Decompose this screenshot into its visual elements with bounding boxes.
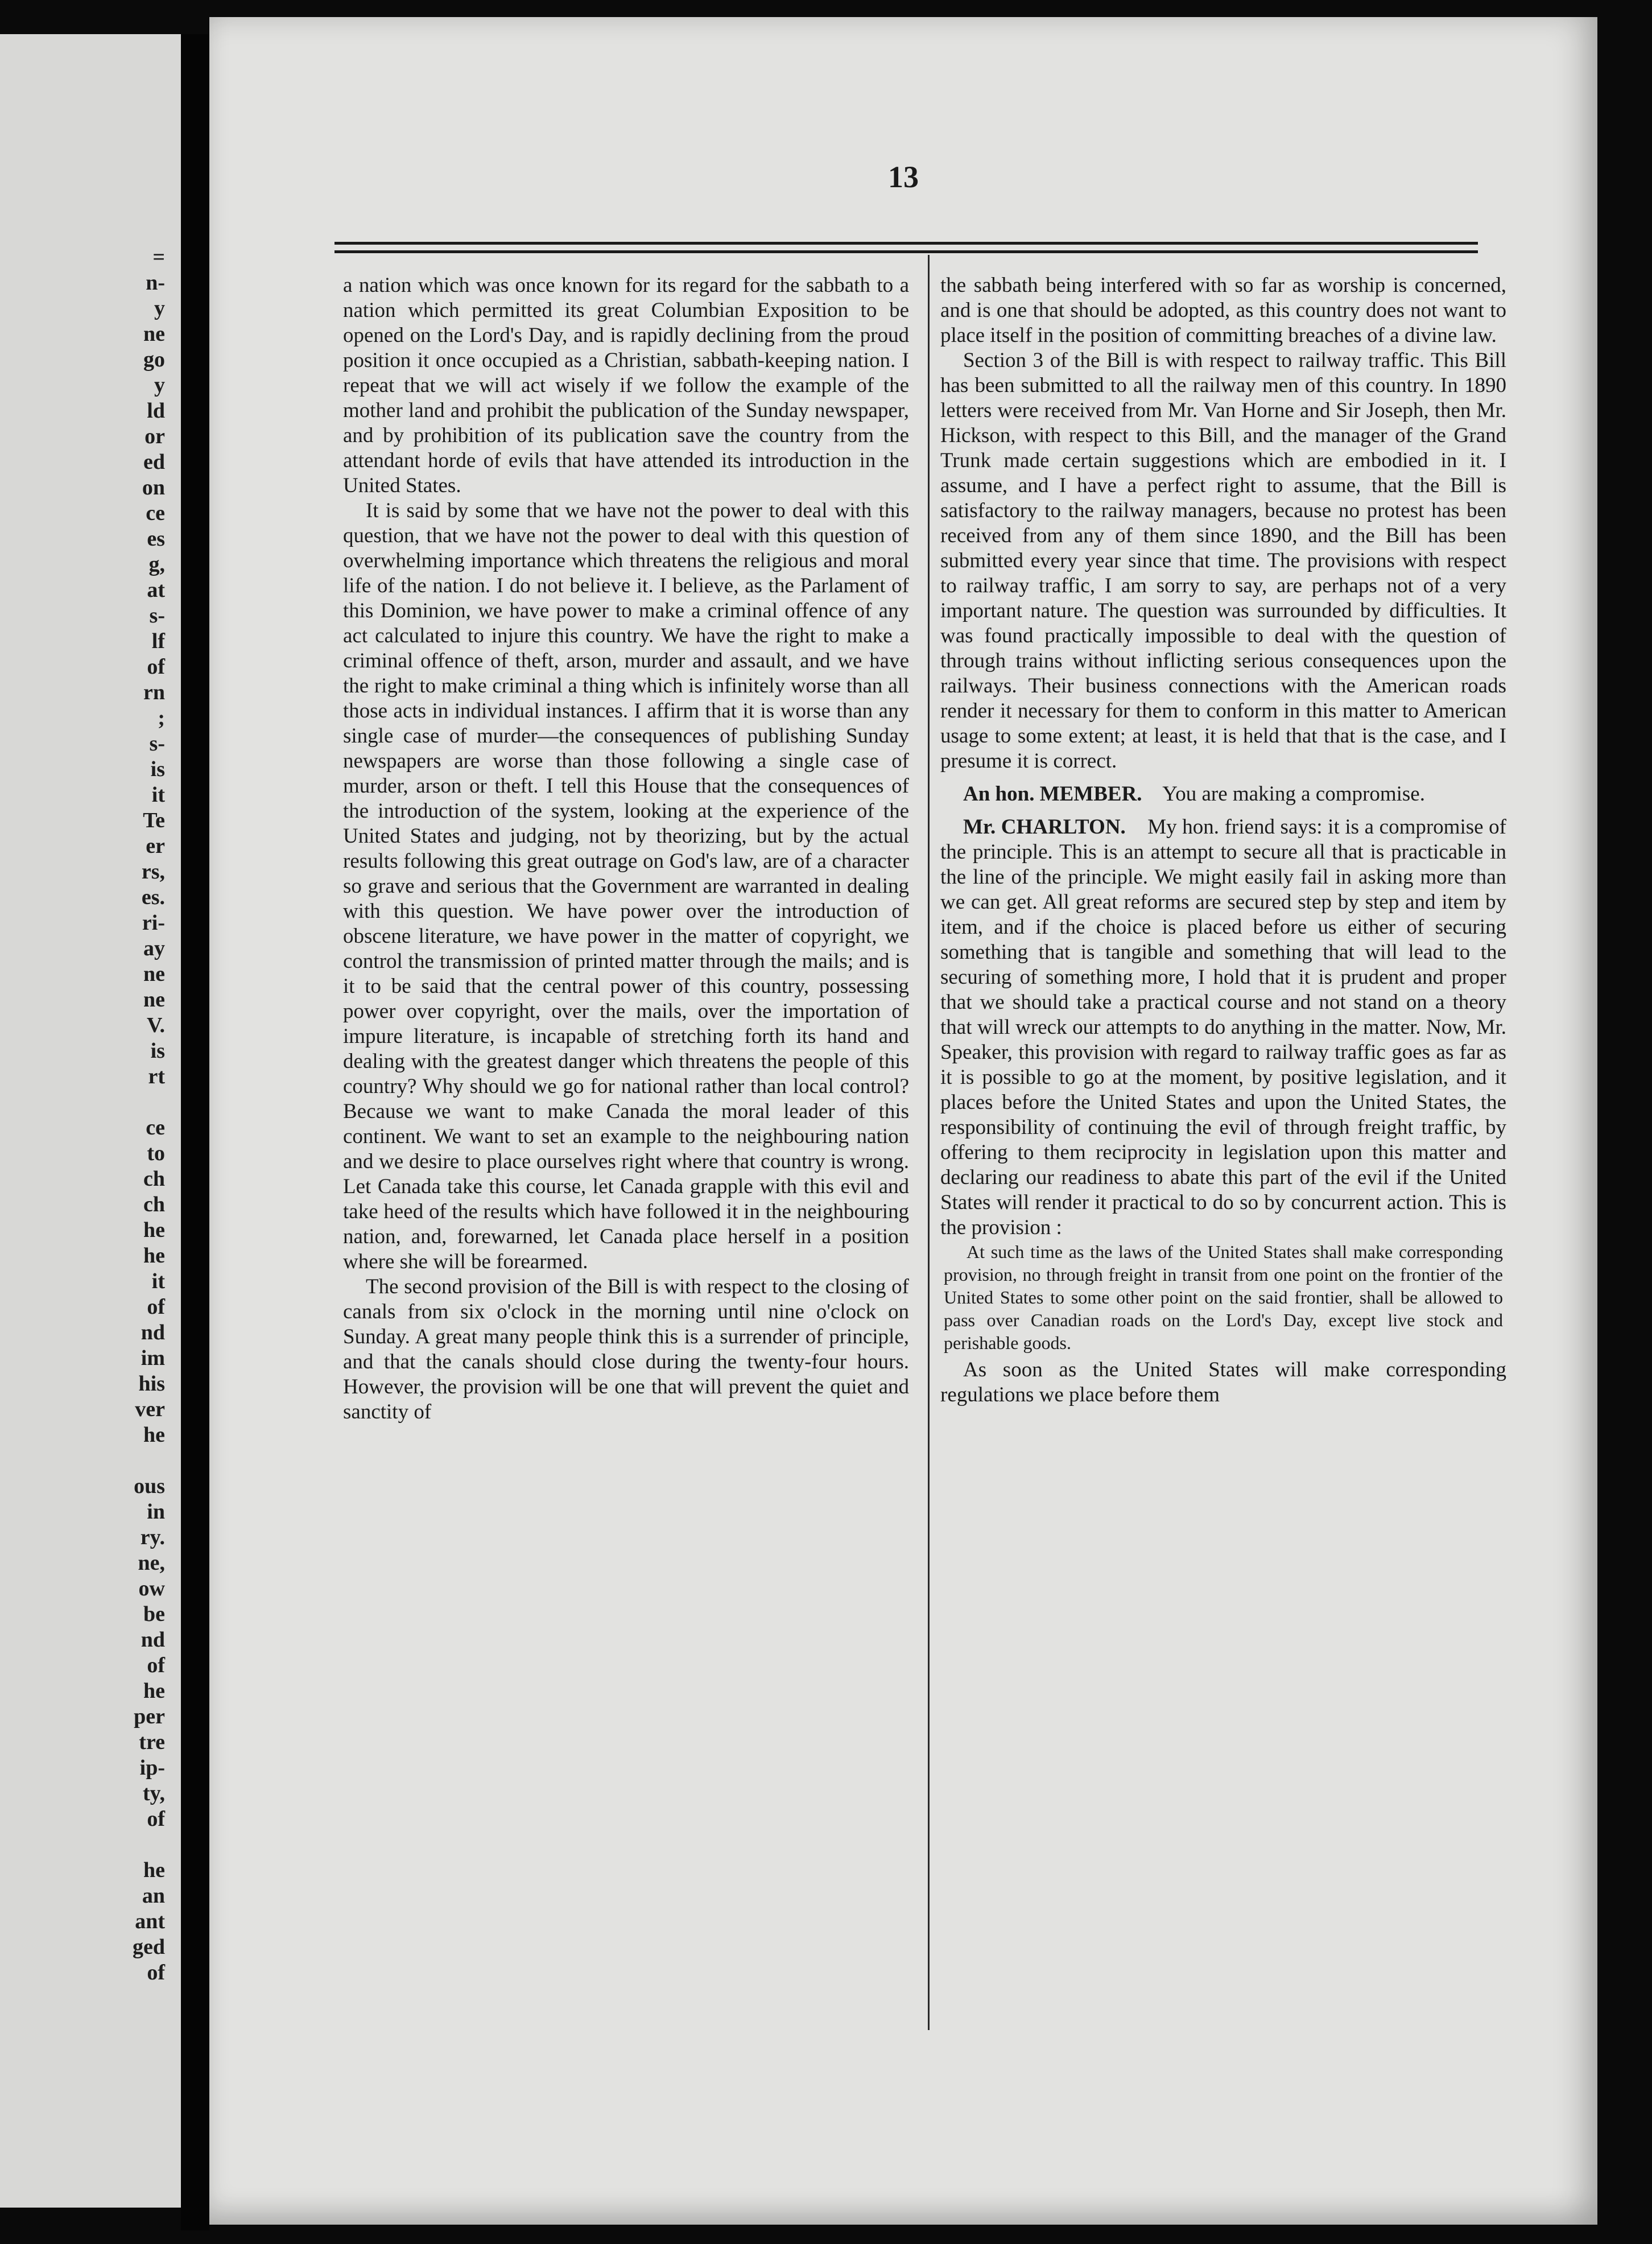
previous-page-fragment: rn — [143, 680, 165, 704]
right-paragraph-4 — [940, 815, 1506, 1240]
previous-page-fragment: is — [150, 1039, 165, 1063]
previous-page-fragment: = — [152, 245, 165, 269]
previous-page-fragment: ; — [158, 706, 165, 730]
previous-page-fragment: ay — [143, 937, 165, 960]
previous-page-fragment: lf — [151, 629, 165, 653]
previous-page-fragment: of — [147, 655, 165, 679]
previous-page-fragment: it — [151, 783, 165, 807]
left-paragraph-3: The second provision of the Bill is with respect to the closing of canals from six o'clock in the morning until nine o'clock on Sunday. A great many people think this is a surrender of principle, and that the canals should close during the twenty-four hours. However, the provision will be one that will prevent the quiet and sanctity of — [343, 1275, 909, 1424]
previous-page-fragment: he — [143, 1244, 165, 1268]
book-spine-shadow — [181, 34, 209, 2230]
document-page — [209, 17, 1597, 2225]
previous-page-fragment: s- — [149, 732, 165, 756]
previous-page-fragment: er — [146, 834, 165, 858]
previous-page-fragment: ne, — [138, 1551, 165, 1575]
previous-page-fragment: ce — [146, 501, 165, 525]
previous-page-fragment: nd — [141, 1628, 165, 1652]
previous-page-fragment: rs, — [141, 860, 165, 884]
right-paragraph-5: As soon as the United States will make corresponding regulations we place before them — [940, 1358, 1506, 1406]
left-column — [343, 273, 909, 1425]
previous-page-fragment: ip- — [139, 1756, 165, 1780]
previous-page-fragment: y — [154, 373, 165, 397]
previous-page-fragment: is — [150, 757, 165, 781]
previous-page-fragment: ch — [143, 1167, 165, 1191]
previous-page-fragment: an — [142, 1884, 165, 1908]
previous-page-fragment: he — [143, 1423, 165, 1447]
previous-page-fragment: Te — [143, 808, 165, 832]
previous-page-fragment: ed — [143, 450, 165, 474]
previous-page-fragment: ce — [146, 1116, 165, 1140]
previous-page-fragment: s- — [149, 604, 165, 628]
previous-page-fragment: he — [143, 1679, 165, 1703]
previous-page-fragment: on — [142, 476, 165, 500]
previous-page-fragment: ver — [135, 1397, 165, 1421]
previous-page-fragment: ch — [143, 1193, 165, 1216]
speaker-text-member: You are making a compromise. — [1162, 782, 1425, 806]
speaker-name-member: An hon. MEMBER. — [963, 782, 1142, 806]
page-number: 13 — [888, 160, 919, 194]
speaker-text-charlton: My hon. friend says: it is a compromise of the principle. This is an attempt to secure all that is practicable in the line of the principle. We might easily fail in asking more than we can get. All great reforms are secured step by step and item by item, and if the choice is placed before us either of securing something that is tangible and something that will lead to the securing of something more, I hold that it is prudent and proper that we should take a practical course and not stand on a theory that will wreck our attempts to do anything in the matter. Now, Mr. Speaker, this provision with regard to railway traffic goes as far as it is possible to go at the moment, by positive legislation, and it places before the United States and upon the United States, the responsibility of continuing the evil of through freight traffic, by offering to them reciprocity in legislation upon this matter and declaring our readiness to abate this part of the evil if the United States will render it practical to do so by concurrent action. This is the provision : — [940, 815, 1506, 1239]
previous-page-fragment: im — [141, 1346, 165, 1370]
previous-page-fragment: es. — [141, 885, 165, 909]
previous-page-fragment: or — [144, 424, 165, 448]
previous-page-fragment: ri- — [142, 911, 165, 935]
speaker-name-charlton: Mr. CHARLTON. — [963, 815, 1126, 839]
previous-page-fragment: ne — [143, 962, 165, 986]
previous-page-fragment: of — [147, 1295, 165, 1319]
previous-page-fragment: es — [147, 527, 165, 551]
previous-page-fragment: ry. — [140, 1525, 165, 1549]
previous-page-fragment: of — [147, 1961, 165, 1985]
previous-page-fragment: ty, — [142, 1781, 165, 1805]
previous-page-fragment: ne — [143, 322, 165, 346]
left-paragraph-2: It is said by some that we have not the power to deal with this question, that we have not the power to deal with this question of overwhelming importance which threatens the religious and moral life of the nation. I do not believe it. I believe, as the Parlament of this Dominion, we have power to make a criminal offence of any act calculated to injure this country. We have the right to make a criminal offence of theft, arson, murder and assault, and we have the right to make criminal a thing which is infinitely worse than all those acts in individual instances. I affirm that it is worse than any single case of murder—the consequences of publishing Sunday newspapers are worse than those following a single case of murder, arson or theft. I tell this House that the consequences of the introduction of the system, looking at the experience of the United States and judging, not by theorizing, but by the actual results following this great outrage on God's law, are of a character so grave and serious that the Government are warranted in dealing with this question. We have power over the introduction of obscene literature, we have power in the matter of copyright, we control the transmission of printed matter through the mails; and is it to be said that the central power of this country, possessing power over copyright, over the mails, over the importation of impure literature, is incapable of stretching forth its hand and dealing with the greatest danger which threatens the people of this country? Why should we go for national rather than local control? Because we want to make Canada the moral leader of this continent. We want to set an example to the neighbouring nation and we desire to place ourselves right where that country is wrong. Let Canada take this course, let Canada grapple with this evil and take heed of the results which have followed it in the neighbouring nation, and, forewarned, let Canada place herself in a position where she will be forearmed. — [343, 499, 909, 1273]
previous-page-fragment: he — [143, 1218, 165, 1242]
column-divider — [928, 255, 930, 2030]
previous-page-fragment: ne — [143, 988, 165, 1012]
previous-page-fragment: ant — [135, 1909, 165, 1933]
right-paragraph-1: the sabbath being interfered with so far as worship is concerned, and is one that should be adopted, as this country does not want to place itself in the position of committing breaches of a divine law. — [940, 274, 1506, 347]
previous-page-edge — [0, 34, 182, 2208]
previous-page-fragment: rt — [148, 1065, 165, 1088]
left-paragraph-1: a nation which was once known for its regard for the sabbath to a nation which permitted its great Columbian Exposition to be opened on the Lord's Day, and is rapidly declining from the proud position it once occupied as a Christian, sabbath-keeping nation. I repeat that we will act wisely if we follow the example of the mother land and prohibit the publication of the Sunday newspaper, and by prohibition of its publication save the country from the attendant horde of evils that have attended its introduction in the United States. — [343, 274, 909, 497]
previous-page-fragment: g, — [148, 552, 165, 576]
previous-page-fragment: be — [143, 1602, 165, 1626]
header-rule-top — [334, 242, 1478, 245]
previous-page-fragment: of — [147, 1807, 165, 1831]
previous-page-fragment: tre — [139, 1730, 165, 1754]
right-column — [940, 273, 1506, 1408]
previous-page-fragment: ous — [134, 1474, 165, 1498]
previous-page-fragment: ld — [147, 399, 165, 423]
previous-page-fragment: n- — [146, 271, 165, 295]
previous-page-fragment: ged — [133, 1935, 165, 1959]
right-paragraph-3 — [940, 782, 1506, 807]
previous-page-fragment: V. — [146, 1013, 165, 1037]
previous-page-fragment: at — [147, 578, 165, 602]
previous-page-fragment: nd — [141, 1321, 165, 1344]
quoted-provision: At such time as the laws of the United States shall make corresponding provision, no through freight in transit from one point on the frontier of the United States to some other point on the said frontier, shall be allowed to pass over Canadian roads on the Lord's Day, except live stock and perishable goods. — [944, 1241, 1503, 1353]
previous-page-fragment: go — [143, 348, 165, 372]
previous-page-fragment: ow — [138, 1577, 165, 1600]
previous-page-fragment: y — [154, 296, 165, 320]
header-rule-bottom — [334, 250, 1478, 253]
previous-page-fragment: in — [147, 1500, 165, 1524]
previous-page-fragment: per — [134, 1705, 165, 1729]
previous-page-text-fragments — [0, 34, 171, 2208]
previous-page-fragment: it — [151, 1269, 165, 1293]
previous-page-fragment: to — [147, 1141, 165, 1165]
previous-page-fragment: of — [147, 1653, 165, 1677]
right-paragraph-2: Section 3 of the Bill is with respect to railway traffic. This Bill has been submitted to all the railway men of this country. In 1890 letters were received from Mr. Van Horne and Sir Joseph, then Mr. Hickson, with respect to this Bill, and the manager of the Grand Trunk made certain suggestions which are embodied in it. I assume, and I have a perfect right to assume, that the Bill is satisfactory to the railway managers, because no protest has been received from any of them since 1890, and the Bill has been submitted every year since that time. The provisions with respect to railway traffic, I am sorry to say, are perhaps not of a very important nature. The question was surrounded by difficulties. It was found practically impossible to deal with the question of through trains without inflicting serious consequences upon the railways. Their business connections with the American roads render it necessary for them to conform in this matter to American usage to some extent; at least, it is held that that is the case, and I presume it is correct. — [940, 349, 1506, 773]
previous-page-fragment: his — [138, 1372, 165, 1396]
previous-page-fragment: he — [143, 1858, 165, 1882]
